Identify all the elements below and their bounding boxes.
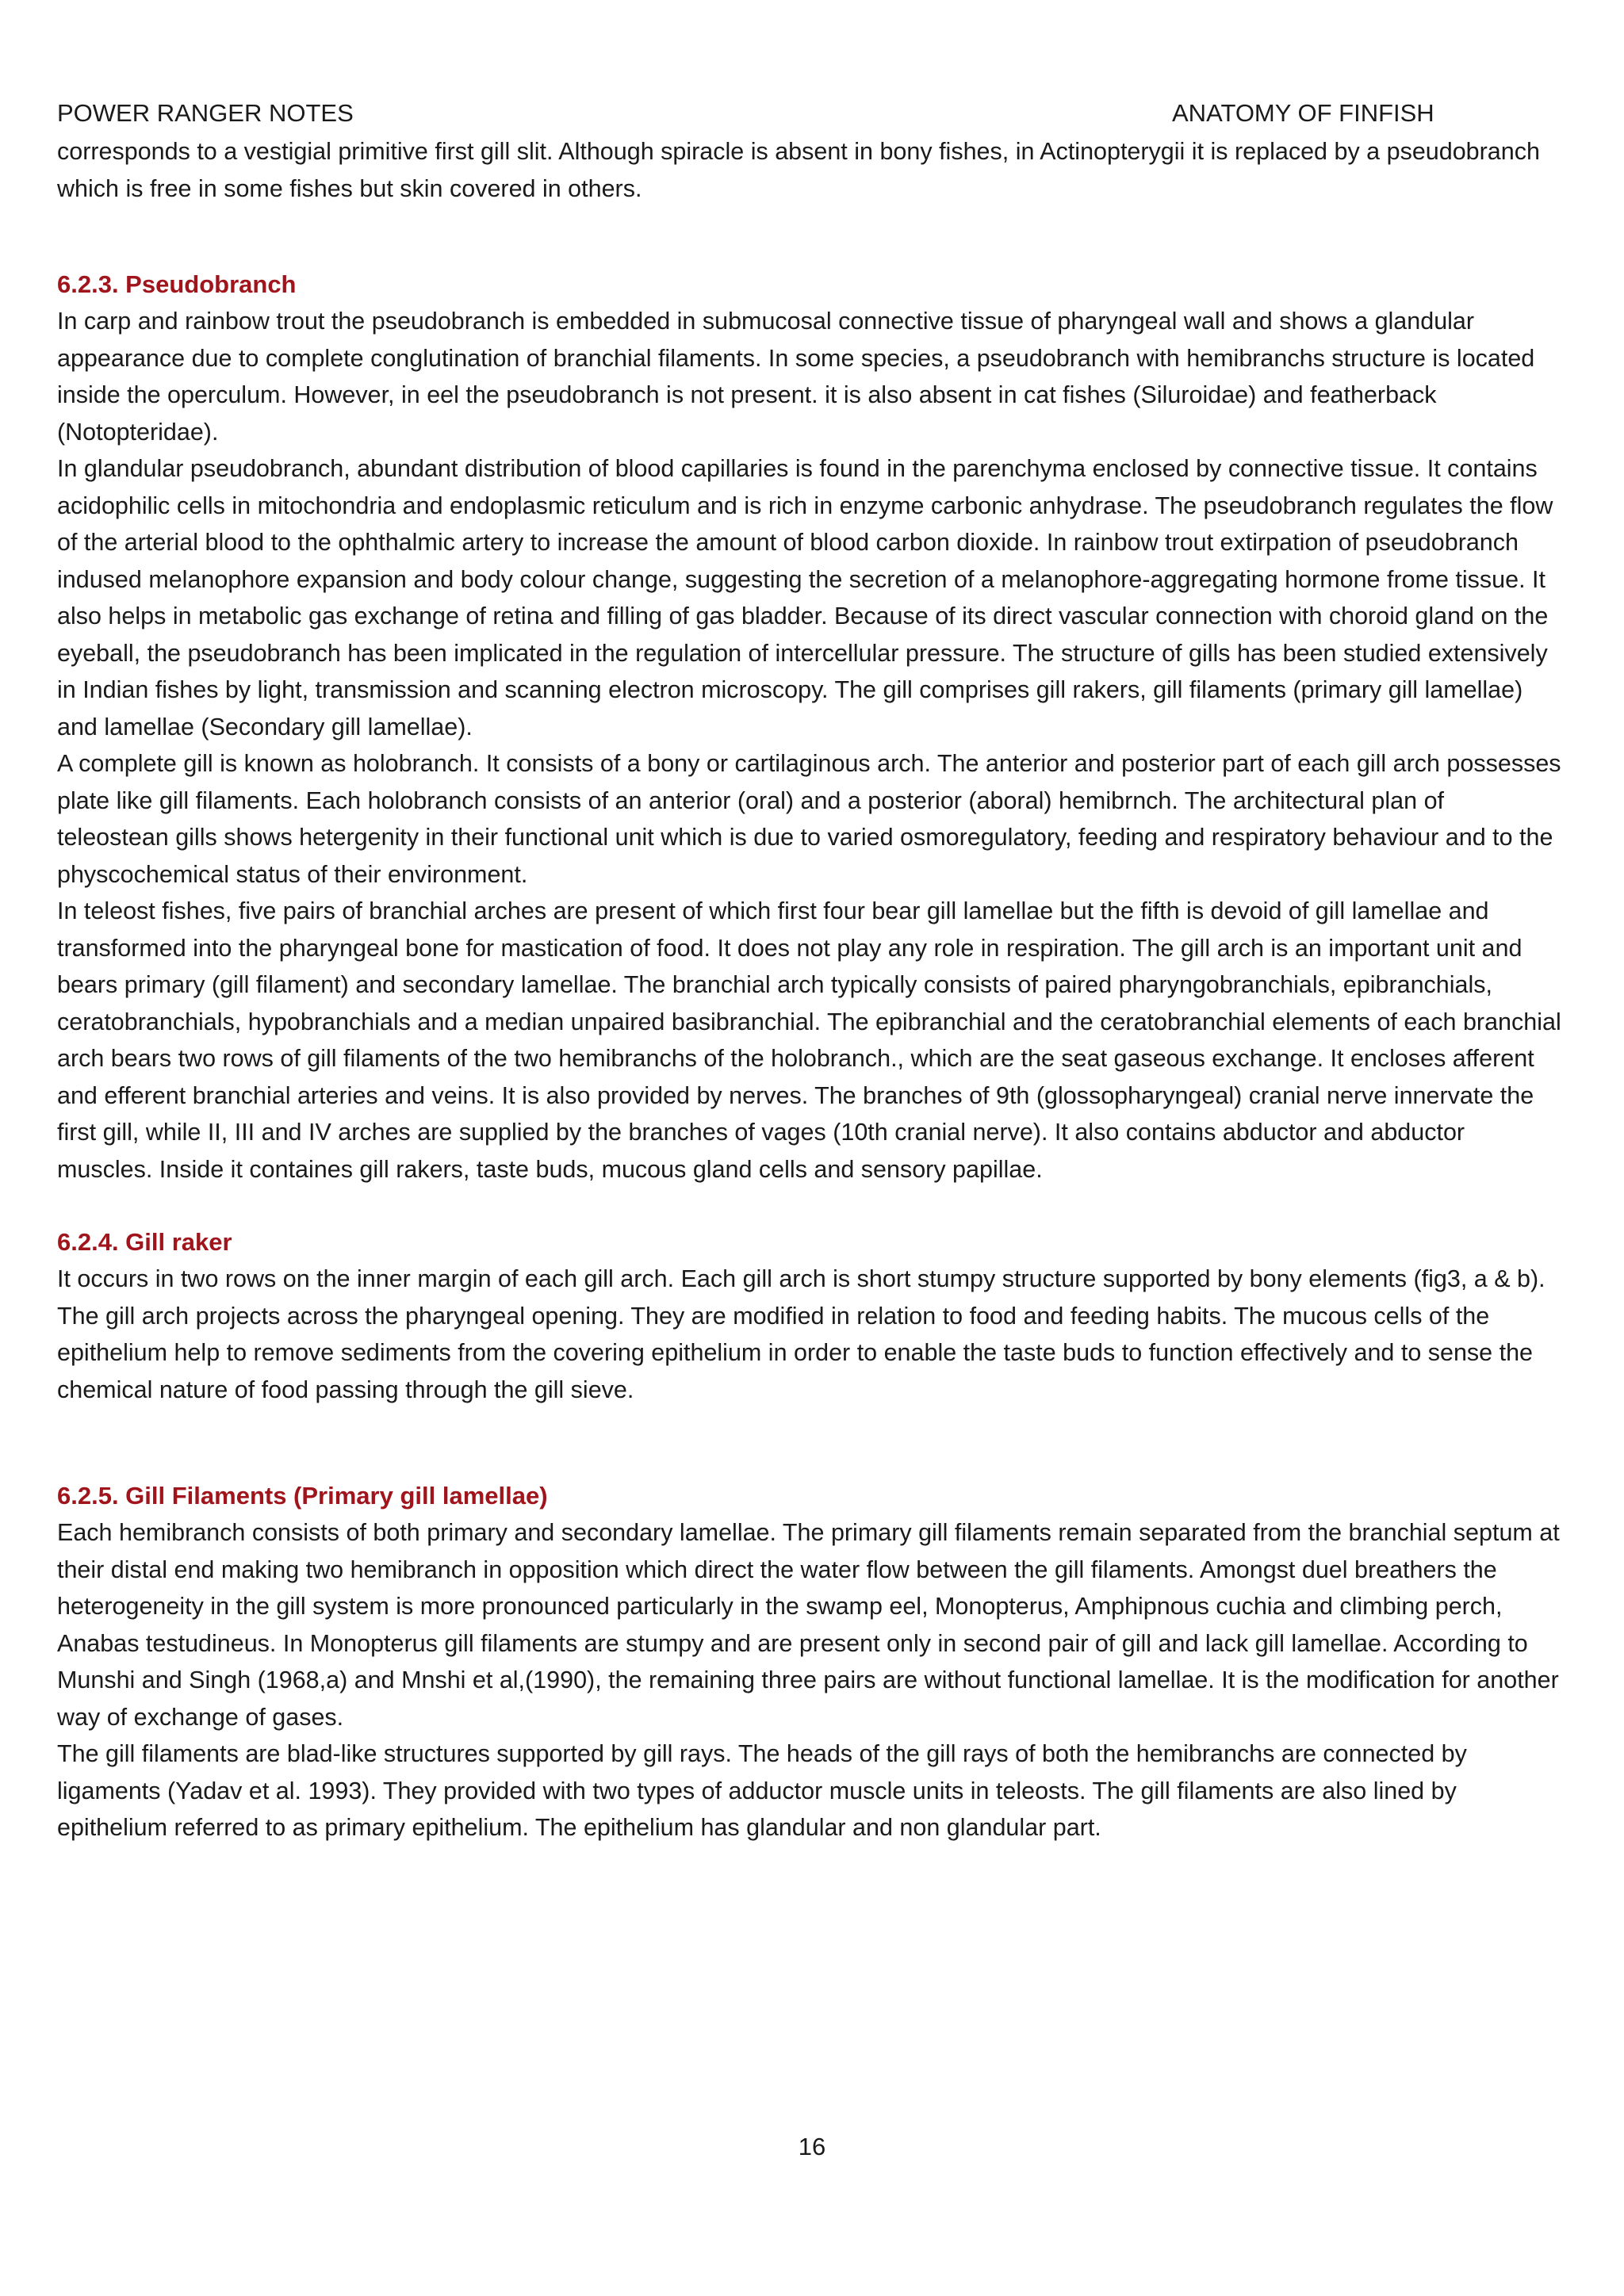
- intro-paragraph: corresponds to a vestigial primitive first gill slit. Although spiracle is absent in bony fishes, in Actinopterygii it is replaced by a pseudobranch which is free in some fishes but skin covered in others.: [57, 138, 1540, 202]
- running-header: [57, 94, 1562, 133]
- section-heading: 6.2.4. Gill raker: [57, 1228, 232, 1256]
- spacer: [57, 1408, 1562, 1478]
- header-left-title: POWER RANGER NOTES: [57, 99, 354, 127]
- section-heading: 6.2.5. Gill Filaments (Primary gill lamellae): [57, 1482, 548, 1510]
- section-gill-raker: [57, 1224, 1562, 1408]
- paragraph: Each hemibranch consists of both primary and secondary lamellae. The primary gill filaments remain separated from the branchial septum at their distal end making two hemibranch in opposition which direct the water flow between the gill filaments. Amongst duel breathers the heterogeneity in the gill system is more pronounced particularly in the swamp eel, Monopterus, Amphipnous cuchia and climbing perch, Anabas testudineus. In Monopterus gill filaments are stumpy and are present only in second pair of gill and lack gill lamellae. According to Munshi and Singh (1968,a) and Mnshi et al,(1990), the remaining three pairs are without functional lamellae. It is the modification for another way of exchange of gases.: [57, 1519, 1560, 1731]
- paragraph: In teleost fishes, five pairs of branchial arches are present of which first four bear gill lamellae but the fifth is devoid of gill lamellae and transformed into the pharyngeal bone for mastication of food. It does not play any role in respiration. The gill arch is an important unit and bears primary (gill filament) and secondary lamellae. The branchial arch typically consists of paired pharyngobranchials, epibranchials, ceratobranchials, hypobranchials and a median unpaired basibranchial. The epibranchial and the ceratobranchial elements of each branchial arch bears two rows of gill filaments of the two hemibranchs of the holobranch., which are the seat gaseous exchange. It encloses afferent and efferent branchial arteries and veins. It is also provided by nerves. The branches of 9th (glossopharyngeal) cranial nerve innervate the first gill, while II, III and IV arches are supplied by the branches of vages (10th cranial nerve). It also contains abductor and abductor muscles. Inside it containes gill rakers, taste buds, mucous gland cells and sensory papillae.: [57, 897, 1561, 1183]
- paragraph: A complete gill is known as holobranch. It consists of a bony or cartilaginous arch. The anterior and posterior part of each gill arch possesses plate like gill filaments. Each holobranch consists of an anterior (oral) and a posterior (aboral) hemibrnch. The architectural plan of teleostean gills shows hetergenity in their functional unit which is due to varied osmoregulatory, feeding and respiratory behaviour and to the physcochemical status of their environment.: [57, 750, 1561, 888]
- spacer: [57, 1188, 1562, 1224]
- section-pseudobranch: [57, 266, 1562, 1188]
- page-content: [57, 94, 1562, 1846]
- spacer: [57, 207, 1562, 266]
- paragraph: In glandular pseudobranch, abundant distribution of blood capillaries is found in the parenchyma enclosed by connective tissue. It contains acidophilic cells in mitochondria and endoplasmic reticulum and is rich in enzyme carbonic anhydrase. The pseudobranch regulates the flow of the arterial blood to the ophthalmic artery to increase the amount of blood carbon dioxide. In rainbow trout extirpation of pseudobranch indused melanophore expansion and body colour change, suggesting the secretion of a melanophore-aggregating hormone frome tissue. It also helps in metabolic gas exchange of retina and filling of gas bladder. Because of its direct vascular connection with choroid gland on the eyeball, the pseudobranch has been implicated in the regulation of intercellular pressure. The structure of gills has been studied extensively in Indian fishes by light, transmission and scanning electron microscopy. The gill comprises gill rakers, gill filaments (primary gill lamellae) and lamellae (Secondary gill lamellae).: [57, 455, 1553, 740]
- section-heading: 6.2.3. Pseudobranch: [57, 270, 297, 298]
- paragraph: It occurs in two rows on the inner margin of each gill arch. Each gill arch is short stumpy structure supported by bony elements (fig3, a & b). The gill arch projects across the pharyngeal opening. They are modified in relation to food and feeding habits. The mucous cells of the epithelium help to remove sediments from the covering epithelium in order to enable the taste buds to function effectively and to sense the chemical nature of food passing through the gill sieve.: [57, 1265, 1545, 1403]
- header-right-title: ANATOMY OF FINFISH: [1172, 99, 1434, 127]
- paragraph: The gill filaments are blad-like structures supported by gill rays. The heads of the gill rays of both the hemibranchs are connected by ligaments (Yadav et al. 1993). They provided with two types of adductor muscle units in teleosts. The gill filaments are also lined by epithelium referred to as primary epithelium. The epithelium has glandular and non glandular part.: [57, 1740, 1467, 1841]
- section-gill-filaments: [57, 1478, 1562, 1846]
- paragraph: In carp and rainbow trout the pseudobranch is embedded in submucosal connective tissue of pharyngeal wall and shows a glandular appearance due to complete conglutination of branchial filaments. In some species, a pseudobranch with hemibranchs structure is located inside the operculum. However, in eel the pseudobranch is not present. it is also absent in cat fishes (Siluroidae) and featherback (Notopteridae).: [57, 308, 1535, 446]
- page-number: 16: [798, 2133, 826, 2160]
